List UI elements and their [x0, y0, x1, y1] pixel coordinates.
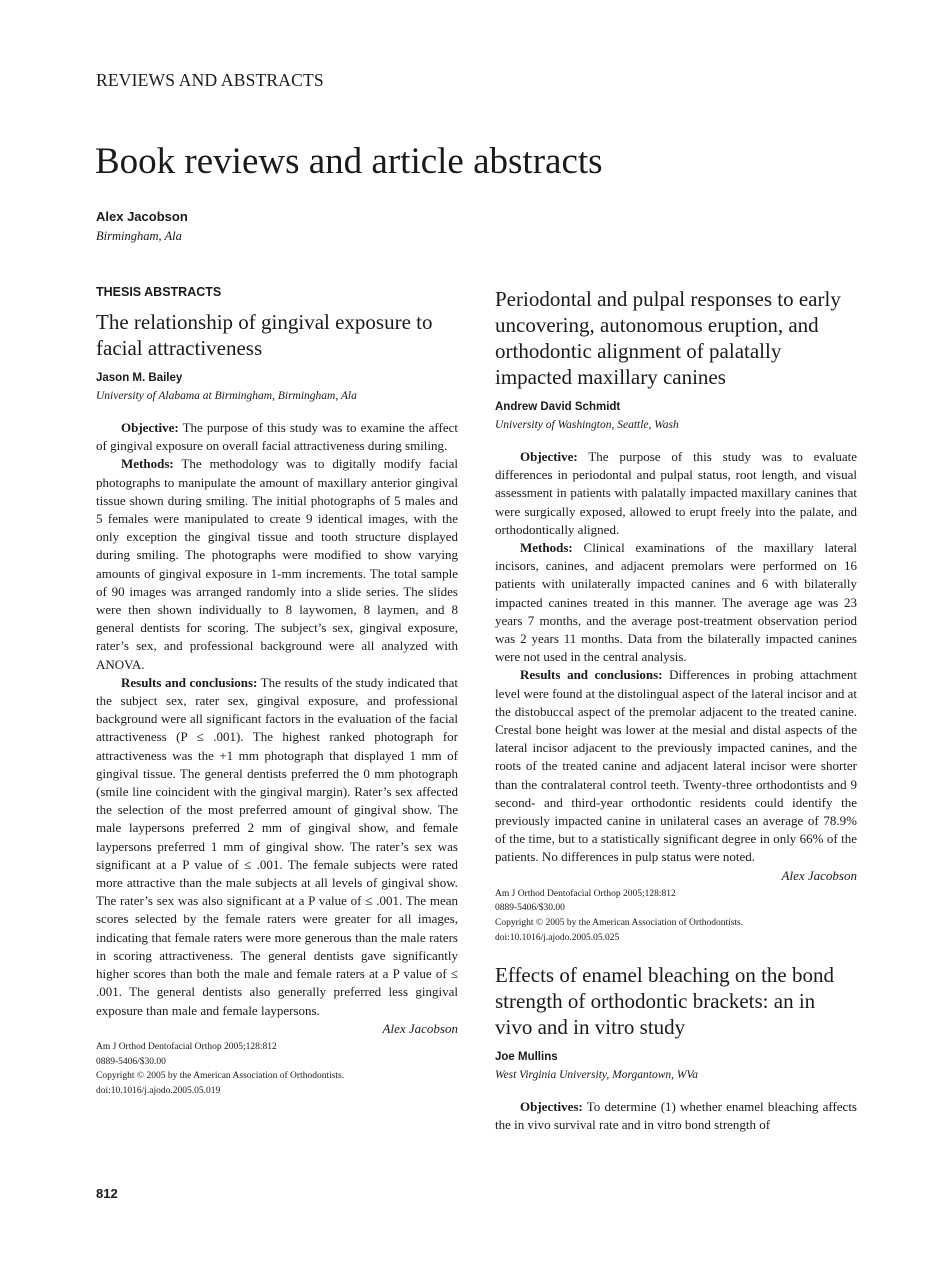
paragraph-lead: Objectives: — [520, 1098, 583, 1114]
paragraph-lead: Objective: — [520, 449, 578, 464]
paragraph-lead: Methods: — [121, 456, 174, 472]
page-number: 812 — [96, 1186, 118, 1201]
paragraph-objectives — [495, 1098, 857, 1134]
paragraph-results — [495, 666, 857, 866]
article-author: Joe Mullins — [495, 1050, 558, 1063]
article-author: Jason M. Bailey — [96, 372, 183, 384]
paragraph-results — [96, 674, 458, 1020]
main-author: Alex Jacobson — [96, 209, 188, 224]
citation-doi: doi:10.1016/j.ajodo.2005.05.025 — [495, 933, 620, 944]
article-citation — [96, 1040, 458, 1099]
article-title: Effects of enamel bleaching on the bond strength of orthodontic brackets: an in vivo and in vitro study — [495, 962, 834, 1039]
citation-journal: Am J Orthod Dentofacial Orthop 2005;128:812 — [495, 888, 676, 899]
article-affiliation: University of Alabama at Birmingham, Birmingham, Ala — [96, 390, 357, 402]
paragraph-methods — [96, 455, 458, 673]
page-title: Book reviews and article abstracts — [95, 141, 603, 182]
article-author: Andrew David Schmidt — [495, 401, 621, 413]
right-column — [495, 286, 857, 1134]
citation-issn: 0889-5406/$30.00 — [495, 903, 565, 914]
citation-copyright: Copyright © 2005 by the American Association of Orthodontists. — [96, 1071, 345, 1082]
main-affiliation: Birmingham, Ala — [96, 229, 182, 243]
paragraph-text: Differences in probing attachment level were found at the distolingual aspect of the lateral incisor and at the distobuccal aspect of the premolar adjacent to the treated canine. Crestal bone height was lower at the mesial and distal aspects of the lateral incisor adjacent to the previously impacted canines, and the roots of the treated canine and adjacent lateral incisor were shorter than the contralateral control teeth. Twenty-three orthodontists and 9 second- and third-year orthodontic residents could identify the previously impacted canine in unilateral cases an average of 78.9% of the time, but to a statistically significant degree in only 66% of the patients. No differences in pulp status were noted. — [495, 667, 857, 865]
paragraph-text: The results of the study indicated that the subject sex, rater sex, gingival exposure, and professional background were all significant factors in the evaluation of the facial attractiveness (P ≤ .001). The highest ranked photograph for attractiveness was the +1 mm photograph that displayed 1 mm of gingival tissue. The general dentists preferred the 0 mm photograph (smile line coincident with the gingival margin). Rater’s sex affected the selection of the most preferred amount of gingival show. The male laypersons preferred 2 mm of gingival show, and female laypersons preferred 1 mm of gingival show. The rater’s sex was significant at a P value of ≤ .001. The female subjects were rated more attractive than the male subjects at all levels of gingival show. The rater’s sex was also significant at a P value of ≤ .001. The mean scores selected by the female raters were greater for all images, indicating that female raters were more generous than the male raters in scoring attractiveness. The general dentists gave significantly higher scores than both the male and female raters at a P value of ≤ .001. The general dentists also generally preferred less gingival exposure than male and female laypersons. — [96, 674, 458, 1018]
paragraph-text: The purpose of this study was to examine the affect of gingival exposure on overall facial attractiveness during smiling. — [96, 420, 458, 454]
article-body — [96, 419, 458, 1020]
article-body — [495, 448, 857, 867]
section-label: REVIEWS AND ABSTRACTS — [96, 70, 324, 90]
article-title: The relationship of gingival exposure to facial attractiveness — [96, 310, 433, 360]
citation-copyright: Copyright © 2005 by the American Association of Orthodontists. — [495, 918, 744, 929]
article-signature: Alex Jacobson — [781, 867, 857, 883]
article-affiliation: West Virginia University, Morgantown, WVa — [495, 1068, 698, 1081]
article-body — [495, 1098, 857, 1134]
citation-issn: 0889-5406/$30.00 — [96, 1056, 166, 1067]
article-citation — [495, 887, 857, 946]
article-affiliation: University of Washington, Seattle, Wash — [495, 419, 679, 431]
paragraph-text: To determine (1) whether enamel bleaching affects the in vivo survival rate and in vitro bond strength of — [495, 1098, 857, 1133]
paragraph-objective — [495, 448, 857, 539]
paragraph-text: The methodology was to digitally modify facial photographs to manipulate the amount of maxillary anterior gingival tissue shown during smiling. The initial photographs of 5 males and 5 females were manipulated to create 9 identical images, with the only exception the gingival tissue and tooth structure displayed during smiling. The photographs were modified to show varying amounts of gingival exposure in 1-mm increments. The total sample of 90 images was arranged randomly into a slide series. The slides were then shown individually to 8 laywomen, 8 laymen, and 8 general dentists for scoring. The subject’s sex, gingival exposure, rater’s sex, and professional background were all analyzed with ANOVA. — [96, 456, 458, 672]
citation-doi: doi:10.1016/j.ajodo.2005.05.019 — [96, 1086, 221, 1097]
paragraph-methods — [495, 539, 857, 666]
article-title: Periodontal and pulpal responses to early uncovering, autonomous eruption, and orthodontic alignment of palatally impacted maxillary canines — [495, 287, 841, 389]
thesis-abstracts-heading: THESIS ABSTRACTS — [96, 285, 222, 299]
paragraph-lead: Objective: — [121, 420, 179, 435]
paragraph-objective — [96, 419, 458, 455]
paragraph-lead: Results and conclusions: — [121, 674, 258, 690]
paragraph-text: The purpose of this study was to evaluate differences in periodontal and pulpal status, root length, and visual assessment in patients with palatally impacted maxillary canines that were surgically exposed, allowed to erupt freely into the palate, and orthodontically aligned. — [495, 449, 857, 537]
paragraph-text: Clinical examinations of the maxillary lateral incisors, canines, and adjacent premolars were performed on 16 patients with unilaterally impacted canines and 6 with bilaterally impacted canines treated in this manner. The average age was 23 years 7 months, and the average post-treatment observation period was 2 years 11 months. Data from the bilaterally impacted canines were not used in the central analysis. — [495, 540, 857, 665]
paragraph-lead: Results and conclusions: — [520, 667, 663, 683]
left-column — [96, 285, 458, 1099]
paragraph-lead: Methods: — [520, 540, 573, 556]
citation-journal: Am J Orthod Dentofacial Orthop 2005;128:812 — [96, 1041, 277, 1052]
article-signature: Alex Jacobson — [382, 1020, 458, 1036]
